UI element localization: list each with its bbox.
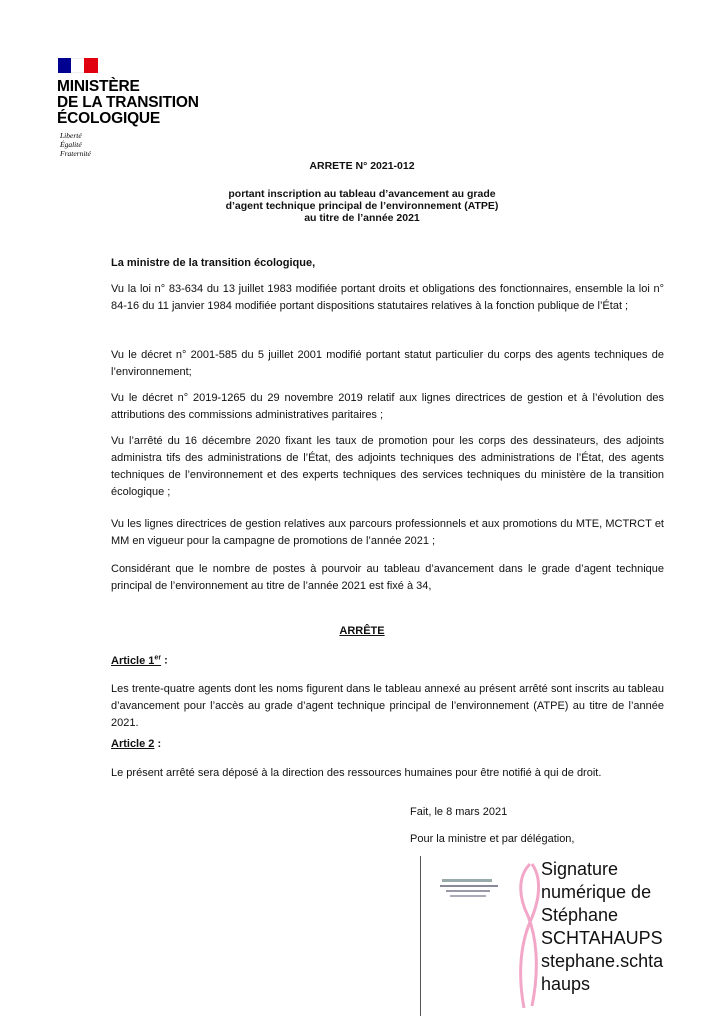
ministry-line: ÉCOLOGIQUE — [57, 110, 161, 127]
visa-paragraph: Vu l’arrêté du 16 décembre 2020 fixant les taux de promotion pour les corps des dessinateurs, des adjoints administra tifs des administrations de l’État, des adjoints techniques des administrations de l’État, des agents techniques de l’environnement et des experts techniques des services techniques du ministère de la transition écologique ; — [111, 435, 664, 498]
article-2-heading: Article 2 : — [111, 738, 162, 750]
ministry-line: DE LA TRANSITION — [57, 94, 199, 111]
subject-line: au titre de l’année 2021 — [304, 212, 420, 224]
signature-stamp — [438, 873, 508, 903]
ministry-line: MINISTÈRE — [57, 78, 140, 95]
flag-red-band — [84, 58, 98, 73]
article-2-label: Article 2 — [111, 738, 155, 750]
delegation-line: Pour la ministre et par délégation, — [410, 833, 575, 845]
article-1-label: Article 1er — [111, 654, 162, 667]
considering-paragraph: Considérant que le nombre de postes à pourvoir au tableau d’avancement dans le grade d’agent technique principal de l’environnement au titre de l’année 2021 est fixé à 34, — [111, 563, 664, 592]
french-flag-logo — [58, 58, 98, 73]
signature-line: SCHTAHAUPS — [541, 928, 663, 948]
place-date: Fait, le 8 mars 2021 — [410, 806, 508, 818]
article-1-heading: Article 1er : — [111, 654, 168, 667]
visa-paragraph: Vu le décret n° 2019-1265 du 29 novembre 2019 relatif aux lignes directrices de gestion et à l’évolution des attributions des commissions administratives paritaires ; — [111, 392, 664, 421]
decree-subject — [0, 188, 724, 224]
visa-paragraph: Vu les lignes directrices de gestion relatives aux parcours professionnels et aux promotions du MTE, MCTRCT et MM en vigueur pour la campagne de promotions de l’année 2021 ; — [111, 518, 664, 547]
minister-heading: La ministre de la transition écologique, — [111, 257, 316, 269]
article-1-text: Les trente-quatre agents dont les noms figurent dans le tableau annexé au présent arrêté sont inscrits au tableau d’avancement pour l’accès au grade d’agent technique principal de l’environnement (ATPE) au titre de l’année 2021. — [111, 683, 664, 729]
visa-paragraph: Vu le décret n° 2001-585 du 5 juillet 2001 modifié portant statut particulier du corps des agents techniques de l’environnement; — [111, 349, 664, 378]
ministry-name — [57, 79, 199, 127]
article-2-text: Le présent arrêté sera déposé à la direction des ressources humaines pour être notifié à qui de droit. — [111, 767, 602, 779]
visa-paragraph: Vu la loi n° 83-634 du 13 juillet 1983 modifiée portant droits et obligations des fonctionnaires, ensemble la loi n° 84-16 du 11 janvier 1984 modifiée portant dispositions statutaires relatives à la fonction publique de l’État ; — [111, 283, 664, 312]
signature-line: Stéphane — [541, 905, 619, 925]
digital-signature-text — [541, 858, 663, 996]
decree-heading: ARRÊTE — [339, 625, 385, 637]
signature-line: Signature — [541, 859, 619, 879]
republic-motto — [60, 131, 91, 158]
motto-line: Liberté — [60, 131, 82, 140]
flag-blue-band — [58, 58, 71, 73]
motto-line: Égalité — [60, 140, 82, 149]
signature-line: numérique de — [541, 882, 652, 902]
signature-line: haups — [541, 974, 591, 994]
subject-line: portant inscription au tableau d’avancement au grade — [228, 188, 496, 200]
subject-line: d’agent technique principal de l’environnement (ATPE) — [225, 200, 499, 212]
motto-line: Fraternité — [60, 149, 91, 158]
signature-line: stephane.schta — [541, 951, 664, 971]
flag-white-band — [71, 58, 84, 73]
decree-number: ARRETE N° 2021-012 — [309, 160, 415, 172]
